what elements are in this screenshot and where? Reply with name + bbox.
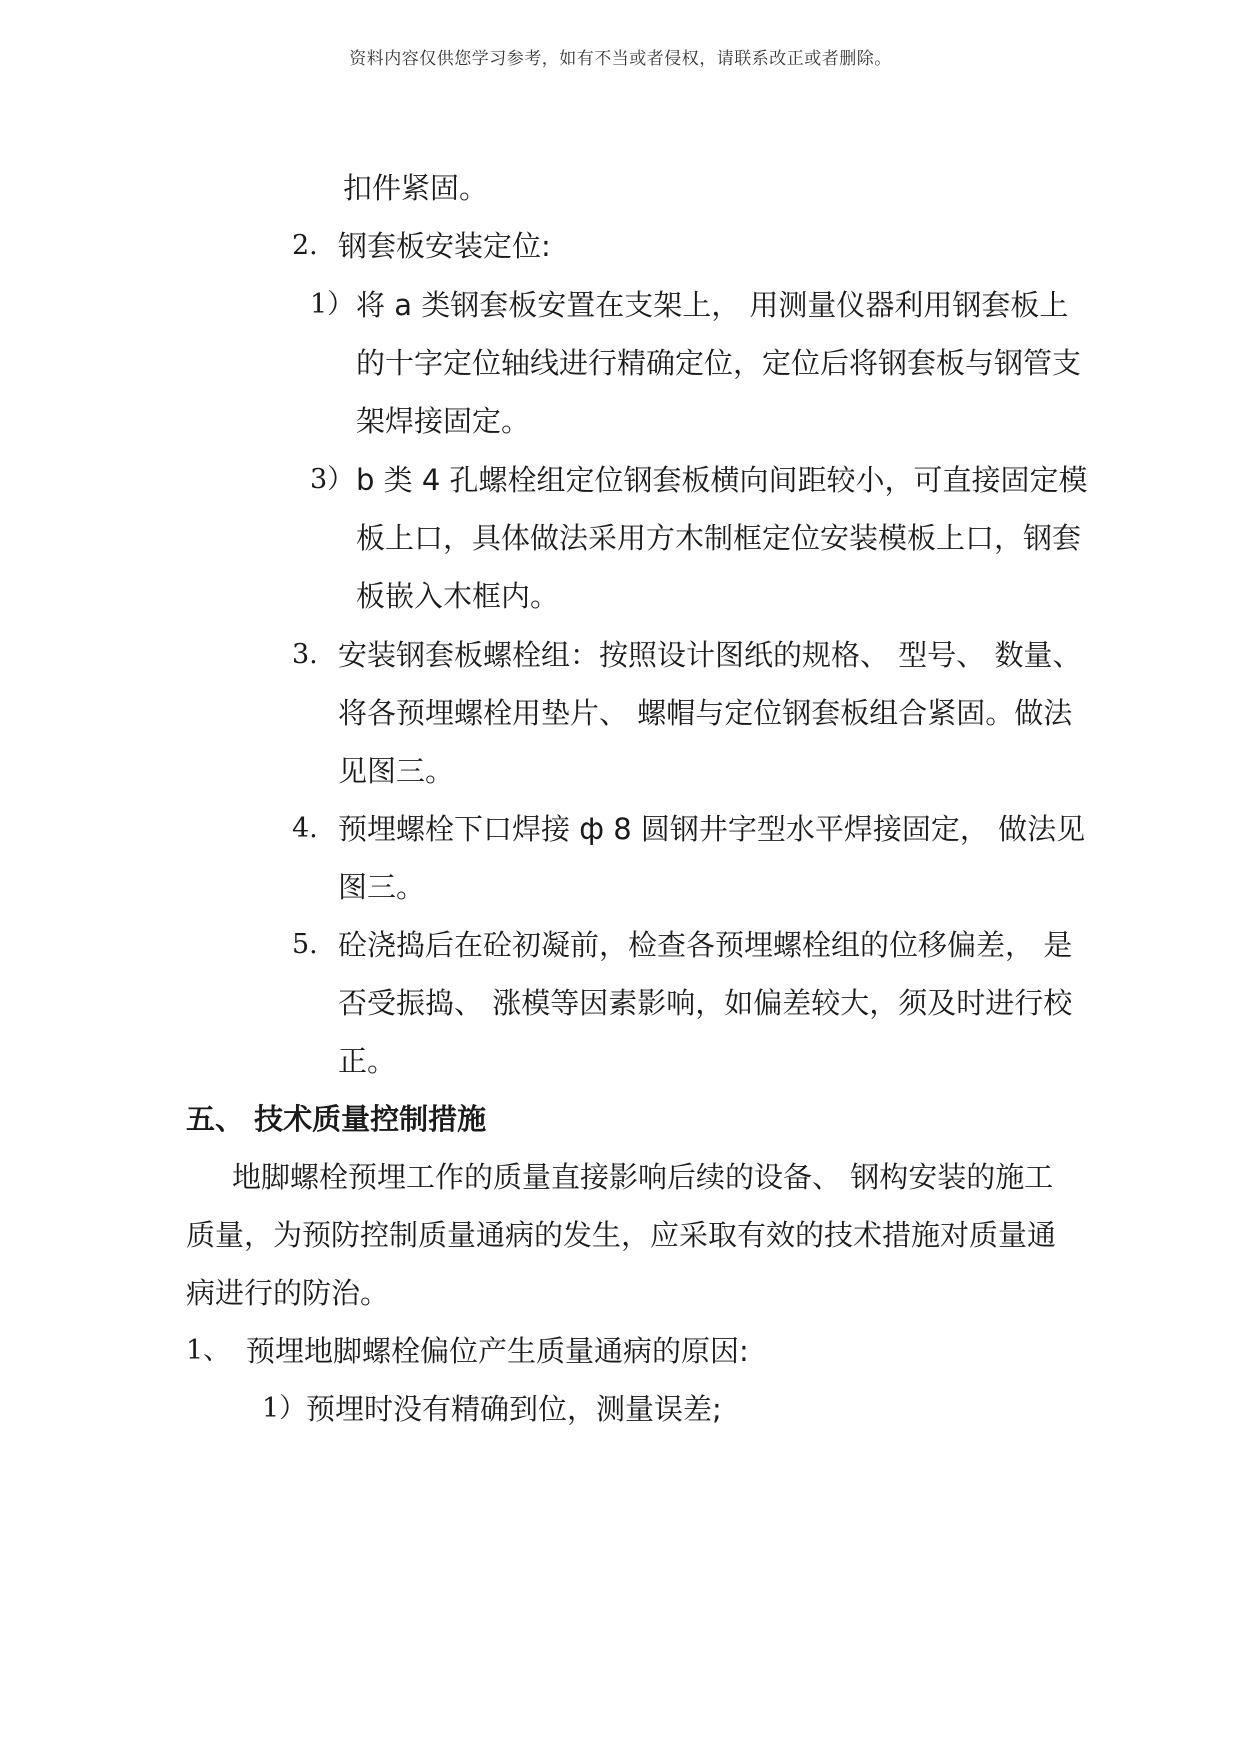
item3-line2: 将各预埋螺栓用垫片、 螺帽与定位钢套板组合紧固。做法 xyxy=(338,696,1073,730)
item3-line3: 见图三。 xyxy=(338,754,455,788)
item5-line3: 正。 xyxy=(338,1044,397,1078)
item2-text: 钢套板安装定位: xyxy=(338,229,551,263)
item4-number: 4. xyxy=(292,813,318,844)
item2-number: 2. xyxy=(292,230,318,261)
paragraph-line3: 病进行的防治。 xyxy=(186,1276,390,1310)
cause-sub1-number: 1） xyxy=(262,1393,307,1424)
sub1-line1: 将 a 类钢套板安置在支架上， 用测量仪器利用钢套板上 xyxy=(356,288,1069,322)
item3-line1: 安装钢套板螺栓组：按照设计图纸的规格、 型号、 数量、 xyxy=(338,638,1082,672)
item5-line2: 否受振捣、 涨模等因素影响，如偏差较大，须及时进行校 xyxy=(338,986,1073,1020)
paragraph-line2: 质量，为预防控制质量通病的发生，应采取有效的技术措施对质量通 xyxy=(186,1218,1057,1252)
paragraph-line1: 地脚螺栓预埋工作的质量直接影响后续的设备、 钢构安装的施工 xyxy=(232,1160,1054,1194)
sub3-line3: 板嵌入木框内。 xyxy=(356,579,560,613)
item5-number: 5. xyxy=(292,929,318,960)
section-heading: 五、 技术质量控制措施 xyxy=(186,1102,487,1136)
item3-number: 3. xyxy=(292,639,318,670)
cause-sub1-text: 预埋时没有精确到位，测量误差; xyxy=(306,1392,722,1426)
sub3-line1: b 类 4 孔螺栓组定位钢套板横向间距较小，可直接固定模 xyxy=(356,463,1088,497)
page-header-disclaimer: 资料内容仅供您学习参考，如有不当或者侵权，请联系改正或者删除。 xyxy=(349,49,892,69)
sub1-line2: 的十字定位轴线进行精确定位，定位后将钢套板与钢管支 xyxy=(356,346,1082,380)
sub1-line3: 架焊接固定。 xyxy=(356,404,531,438)
item5-line1: 砼浇捣后在砼初凝前，检查各预埋螺栓组的位移偏差， 是 xyxy=(338,928,1073,962)
sub3-line2: 板上口，具体做法采用方木制框定位安装模板上口，钢套 xyxy=(356,521,1082,555)
sub1-number: 1） xyxy=(310,289,355,320)
cause-number: 1、 xyxy=(186,1335,231,1366)
item1-continuation: 扣件紧固。 xyxy=(343,171,489,205)
item4-line2: 图三。 xyxy=(338,870,426,904)
item4-line1: 预埋螺栓下口焊接 ф 8 圆钢井字型水平焊接固定， 做法见 xyxy=(338,812,1086,846)
cause-text: 预埋地脚螺栓偏位产生质量通病的原因: xyxy=(246,1334,749,1368)
sub3-number: 3） xyxy=(310,464,355,495)
